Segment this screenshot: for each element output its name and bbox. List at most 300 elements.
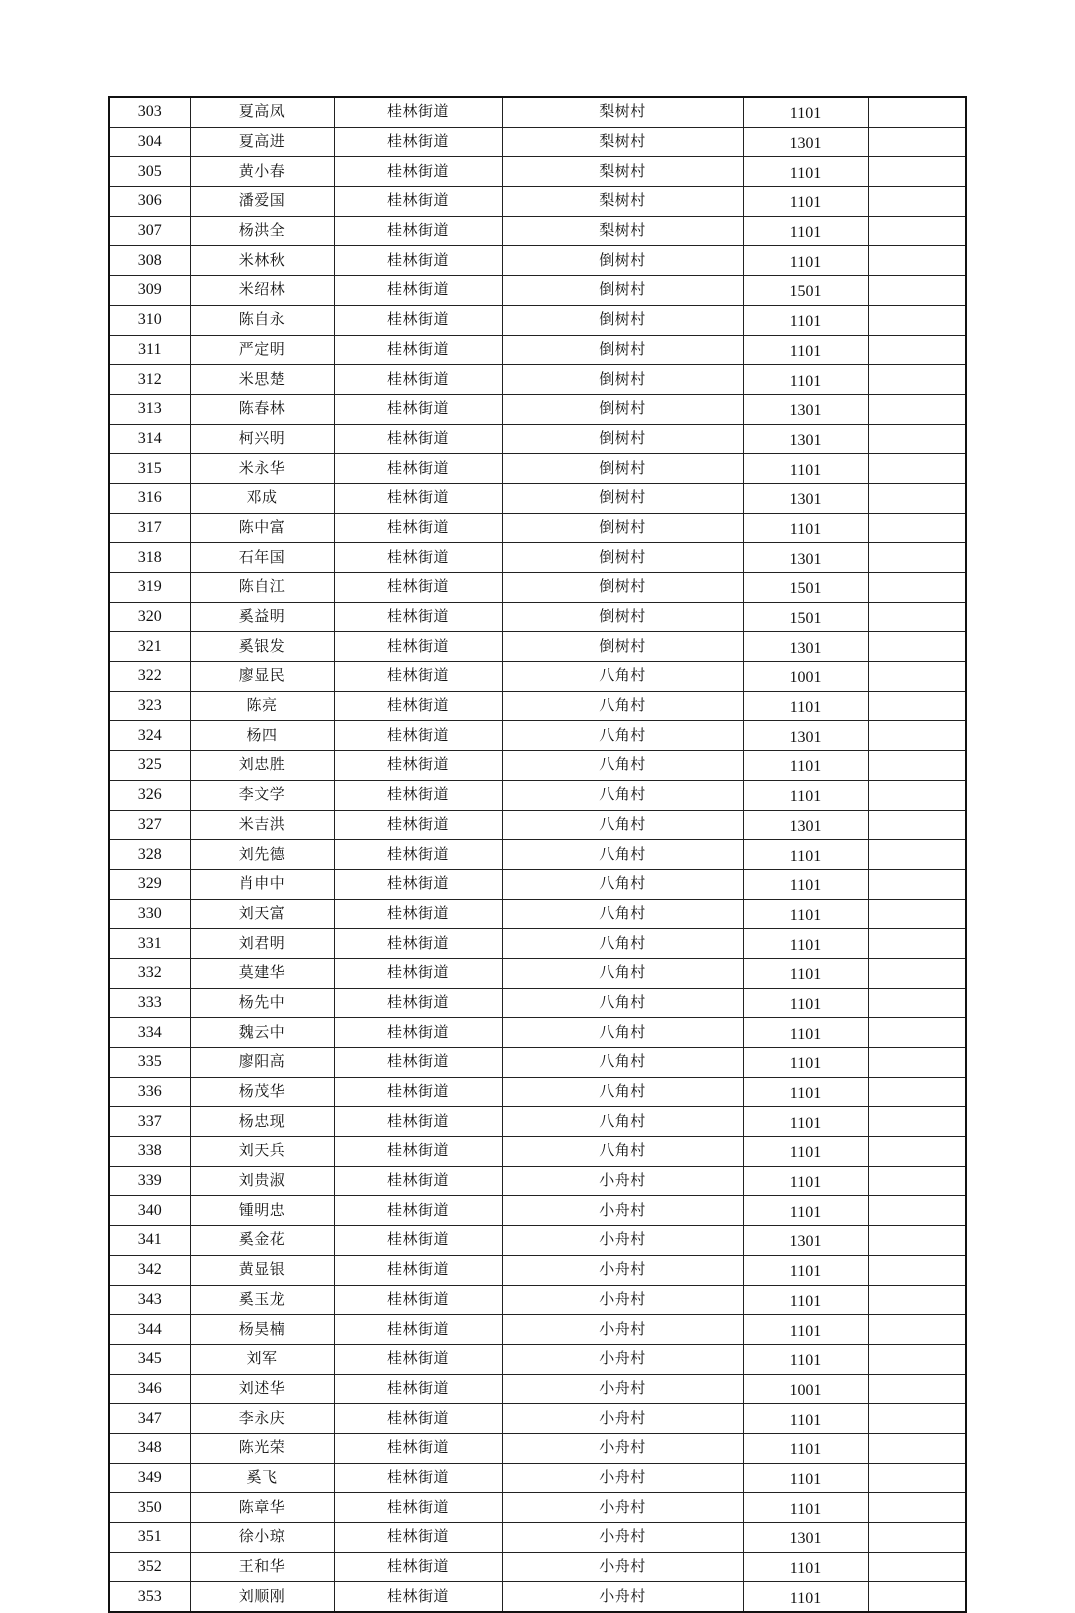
person-name-cell: 奚银发 xyxy=(190,632,334,662)
row-number-cell: 333 xyxy=(109,988,190,1018)
row-number-cell: 317 xyxy=(109,513,190,543)
village-cell: 八角村 xyxy=(502,899,743,929)
village-cell: 八角村 xyxy=(502,1077,743,1107)
note-cell xyxy=(868,305,966,335)
person-name-cell: 米永华 xyxy=(190,454,334,484)
table-row xyxy=(109,1137,966,1167)
person-name-cell: 李文学 xyxy=(190,780,334,810)
note-cell xyxy=(868,1523,966,1553)
village-cell: 小舟村 xyxy=(502,1552,743,1582)
row-number-cell: 324 xyxy=(109,721,190,751)
code-cell: 1301 xyxy=(743,632,868,662)
street-cell: 桂林街道 xyxy=(334,127,502,157)
code-cell: 1101 xyxy=(743,929,868,959)
village-cell: 梨树村 xyxy=(502,216,743,246)
table-row xyxy=(109,394,966,424)
row-number-cell: 323 xyxy=(109,691,190,721)
street-cell: 桂林街道 xyxy=(334,394,502,424)
street-cell: 桂林街道 xyxy=(334,335,502,365)
person-name-cell: 陈中富 xyxy=(190,513,334,543)
row-number-cell: 330 xyxy=(109,899,190,929)
note-cell xyxy=(868,365,966,395)
code-cell: 1101 xyxy=(743,1137,868,1167)
row-number-cell: 342 xyxy=(109,1255,190,1285)
code-cell: 1101 xyxy=(743,305,868,335)
code-cell: 1101 xyxy=(743,1077,868,1107)
village-cell: 小舟村 xyxy=(502,1433,743,1463)
village-cell: 小舟村 xyxy=(502,1463,743,1493)
street-cell: 桂林街道 xyxy=(334,691,502,721)
street-cell: 桂林街道 xyxy=(334,1493,502,1523)
village-cell: 梨树村 xyxy=(502,97,743,127)
note-cell xyxy=(868,751,966,781)
code-cell: 1101 xyxy=(743,1285,868,1315)
street-cell: 桂林街道 xyxy=(334,157,502,187)
row-number-cell: 309 xyxy=(109,276,190,306)
code-cell: 1301 xyxy=(743,127,868,157)
village-cell: 梨树村 xyxy=(502,157,743,187)
person-name-cell: 刘天富 xyxy=(190,899,334,929)
code-cell: 1101 xyxy=(743,869,868,899)
village-cell: 八角村 xyxy=(502,988,743,1018)
village-cell: 八角村 xyxy=(502,958,743,988)
table-row xyxy=(109,751,966,781)
village-cell: 小舟村 xyxy=(502,1255,743,1285)
village-cell: 八角村 xyxy=(502,1018,743,1048)
street-cell: 桂林街道 xyxy=(334,1315,502,1345)
row-number-cell: 326 xyxy=(109,780,190,810)
village-cell: 小舟村 xyxy=(502,1582,743,1612)
street-cell: 桂林街道 xyxy=(334,424,502,454)
note-cell xyxy=(868,1463,966,1493)
person-name-cell: 陈春林 xyxy=(190,394,334,424)
note-cell xyxy=(868,840,966,870)
code-cell: 1101 xyxy=(743,958,868,988)
street-cell: 桂林街道 xyxy=(334,1048,502,1078)
code-cell: 1101 xyxy=(743,1018,868,1048)
village-cell: 八角村 xyxy=(502,840,743,870)
code-cell: 1101 xyxy=(743,1493,868,1523)
code-cell: 1301 xyxy=(743,1523,868,1553)
row-number-cell: 308 xyxy=(109,246,190,276)
note-cell xyxy=(868,1255,966,1285)
person-name-cell: 李永庆 xyxy=(190,1404,334,1434)
village-cell: 倒树村 xyxy=(502,632,743,662)
person-name-cell: 刘君明 xyxy=(190,929,334,959)
row-number-cell: 344 xyxy=(109,1315,190,1345)
street-cell: 桂林街道 xyxy=(334,246,502,276)
person-name-cell: 刘顺刚 xyxy=(190,1582,334,1612)
street-cell: 桂林街道 xyxy=(334,1255,502,1285)
person-name-cell: 杨昊楠 xyxy=(190,1315,334,1345)
village-cell: 倒树村 xyxy=(502,335,743,365)
person-name-cell: 陈自江 xyxy=(190,573,334,603)
register-table xyxy=(108,96,967,1613)
street-cell: 桂林街道 xyxy=(334,1523,502,1553)
person-name-cell: 奚金花 xyxy=(190,1226,334,1256)
code-cell: 1101 xyxy=(743,1048,868,1078)
street-cell: 桂林街道 xyxy=(334,810,502,840)
person-name-cell: 锺明忠 xyxy=(190,1196,334,1226)
note-cell xyxy=(868,573,966,603)
note-cell xyxy=(868,1018,966,1048)
street-cell: 桂林街道 xyxy=(334,97,502,127)
note-cell xyxy=(868,1226,966,1256)
note-cell xyxy=(868,899,966,929)
code-cell: 1301 xyxy=(743,543,868,573)
note-cell xyxy=(868,216,966,246)
row-number-cell: 341 xyxy=(109,1226,190,1256)
note-cell xyxy=(868,276,966,306)
note-cell xyxy=(868,1344,966,1374)
village-cell: 倒树村 xyxy=(502,276,743,306)
code-cell: 1101 xyxy=(743,216,868,246)
person-name-cell: 刘军 xyxy=(190,1344,334,1374)
row-number-cell: 320 xyxy=(109,602,190,632)
row-number-cell: 347 xyxy=(109,1404,190,1434)
village-cell: 八角村 xyxy=(502,929,743,959)
village-cell: 小舟村 xyxy=(502,1166,743,1196)
note-cell xyxy=(868,929,966,959)
table-row xyxy=(109,1018,966,1048)
village-cell: 八角村 xyxy=(502,780,743,810)
table-row xyxy=(109,899,966,929)
note-cell xyxy=(868,1374,966,1404)
table-row xyxy=(109,958,966,988)
street-cell: 桂林街道 xyxy=(334,1166,502,1196)
code-cell: 1101 xyxy=(743,1582,868,1612)
table-row xyxy=(109,1048,966,1078)
village-cell: 小舟村 xyxy=(502,1344,743,1374)
code-cell: 1101 xyxy=(743,1344,868,1374)
note-cell xyxy=(868,632,966,662)
street-cell: 桂林街道 xyxy=(334,988,502,1018)
code-cell: 1101 xyxy=(743,691,868,721)
street-cell: 桂林街道 xyxy=(334,573,502,603)
person-name-cell: 奚玉龙 xyxy=(190,1285,334,1315)
table-row xyxy=(109,454,966,484)
person-name-cell: 黄小春 xyxy=(190,157,334,187)
table-row xyxy=(109,1493,966,1523)
row-number-cell: 306 xyxy=(109,187,190,217)
street-cell: 桂林街道 xyxy=(334,751,502,781)
table-row xyxy=(109,573,966,603)
village-cell: 小舟村 xyxy=(502,1285,743,1315)
row-number-cell: 315 xyxy=(109,454,190,484)
note-cell xyxy=(868,1048,966,1078)
table-row xyxy=(109,365,966,395)
person-name-cell: 杨先中 xyxy=(190,988,334,1018)
row-number-cell: 343 xyxy=(109,1285,190,1315)
street-cell: 桂林街道 xyxy=(334,1374,502,1404)
table-row xyxy=(109,632,966,662)
village-cell: 小舟村 xyxy=(502,1404,743,1434)
village-cell: 倒树村 xyxy=(502,483,743,513)
note-cell xyxy=(868,1196,966,1226)
table-row xyxy=(109,1523,966,1553)
person-name-cell: 刘先德 xyxy=(190,840,334,870)
note-cell xyxy=(868,127,966,157)
row-number-cell: 304 xyxy=(109,127,190,157)
note-cell xyxy=(868,602,966,632)
table-row xyxy=(109,1285,966,1315)
village-cell: 梨树村 xyxy=(502,127,743,157)
village-cell: 倒树村 xyxy=(502,394,743,424)
table-row xyxy=(109,1196,966,1226)
note-cell xyxy=(868,454,966,484)
village-cell: 八角村 xyxy=(502,751,743,781)
person-name-cell: 杨四 xyxy=(190,721,334,751)
row-number-cell: 329 xyxy=(109,869,190,899)
village-cell: 小舟村 xyxy=(502,1523,743,1553)
note-cell xyxy=(868,1433,966,1463)
code-cell: 1101 xyxy=(743,1107,868,1137)
street-cell: 桂林街道 xyxy=(334,216,502,246)
code-cell: 1101 xyxy=(743,780,868,810)
table-row xyxy=(109,929,966,959)
village-cell: 八角村 xyxy=(502,1137,743,1167)
street-cell: 桂林街道 xyxy=(334,662,502,692)
person-name-cell: 严定明 xyxy=(190,335,334,365)
person-name-cell: 刘贵淑 xyxy=(190,1166,334,1196)
row-number-cell: 349 xyxy=(109,1463,190,1493)
code-cell: 1101 xyxy=(743,1166,868,1196)
table-row xyxy=(109,840,966,870)
person-name-cell: 刘天兵 xyxy=(190,1137,334,1167)
street-cell: 桂林街道 xyxy=(334,543,502,573)
street-cell: 桂林街道 xyxy=(334,1196,502,1226)
note-cell xyxy=(868,988,966,1018)
note-cell xyxy=(868,1493,966,1523)
street-cell: 桂林街道 xyxy=(334,602,502,632)
note-cell xyxy=(868,1404,966,1434)
code-cell: 1101 xyxy=(743,1404,868,1434)
village-cell: 倒树村 xyxy=(502,543,743,573)
table-row xyxy=(109,1463,966,1493)
village-cell: 八角村 xyxy=(502,810,743,840)
person-name-cell: 王和华 xyxy=(190,1552,334,1582)
person-name-cell: 莫建华 xyxy=(190,958,334,988)
table-row xyxy=(109,127,966,157)
person-name-cell: 杨茂华 xyxy=(190,1077,334,1107)
row-number-cell: 345 xyxy=(109,1344,190,1374)
street-cell: 桂林街道 xyxy=(334,632,502,662)
village-cell: 小舟村 xyxy=(502,1226,743,1256)
table-row xyxy=(109,216,966,246)
note-cell xyxy=(868,1285,966,1315)
street-cell: 桂林街道 xyxy=(334,483,502,513)
table-row xyxy=(109,1107,966,1137)
code-cell: 1001 xyxy=(743,662,868,692)
village-cell: 倒树村 xyxy=(502,365,743,395)
note-cell xyxy=(868,1137,966,1167)
row-number-cell: 322 xyxy=(109,662,190,692)
street-cell: 桂林街道 xyxy=(334,1582,502,1612)
note-cell xyxy=(868,662,966,692)
person-name-cell: 杨洪全 xyxy=(190,216,334,246)
note-cell xyxy=(868,1582,966,1612)
street-cell: 桂林街道 xyxy=(334,840,502,870)
street-cell: 桂林街道 xyxy=(334,929,502,959)
person-name-cell: 陈章华 xyxy=(190,1493,334,1523)
village-cell: 倒树村 xyxy=(502,305,743,335)
street-cell: 桂林街道 xyxy=(334,454,502,484)
code-cell: 1301 xyxy=(743,810,868,840)
table-row xyxy=(109,1315,966,1345)
row-number-cell: 314 xyxy=(109,424,190,454)
note-cell xyxy=(868,157,966,187)
row-number-cell: 337 xyxy=(109,1107,190,1137)
table-row xyxy=(109,1077,966,1107)
person-name-cell: 米吉洪 xyxy=(190,810,334,840)
code-cell: 1101 xyxy=(743,157,868,187)
street-cell: 桂林街道 xyxy=(334,1404,502,1434)
street-cell: 桂林街道 xyxy=(334,1552,502,1582)
person-name-cell: 杨忠现 xyxy=(190,1107,334,1137)
street-cell: 桂林街道 xyxy=(334,899,502,929)
table-row xyxy=(109,1582,966,1612)
note-cell xyxy=(868,1166,966,1196)
person-name-cell: 潘爱国 xyxy=(190,187,334,217)
note-cell xyxy=(868,1077,966,1107)
table-row xyxy=(109,869,966,899)
table-row xyxy=(109,483,966,513)
table-row xyxy=(109,988,966,1018)
person-name-cell: 廖显民 xyxy=(190,662,334,692)
row-number-cell: 310 xyxy=(109,305,190,335)
person-name-cell: 魏云中 xyxy=(190,1018,334,1048)
row-number-cell: 321 xyxy=(109,632,190,662)
row-number-cell: 303 xyxy=(109,97,190,127)
row-number-cell: 311 xyxy=(109,335,190,365)
code-cell: 1101 xyxy=(743,1552,868,1582)
code-cell: 1101 xyxy=(743,1433,868,1463)
row-number-cell: 340 xyxy=(109,1196,190,1226)
table-row xyxy=(109,602,966,632)
note-cell xyxy=(868,721,966,751)
row-number-cell: 339 xyxy=(109,1166,190,1196)
code-cell: 1101 xyxy=(743,335,868,365)
village-cell: 八角村 xyxy=(502,869,743,899)
row-number-cell: 352 xyxy=(109,1552,190,1582)
code-cell: 1501 xyxy=(743,602,868,632)
note-cell xyxy=(868,543,966,573)
village-cell: 小舟村 xyxy=(502,1493,743,1523)
row-number-cell: 332 xyxy=(109,958,190,988)
row-number-cell: 346 xyxy=(109,1374,190,1404)
code-cell: 1101 xyxy=(743,97,868,127)
table-row xyxy=(109,424,966,454)
person-name-cell: 陈亮 xyxy=(190,691,334,721)
table-row xyxy=(109,157,966,187)
note-cell xyxy=(868,1107,966,1137)
person-name-cell: 米林秋 xyxy=(190,246,334,276)
person-name-cell: 黄显银 xyxy=(190,1255,334,1285)
code-cell: 1501 xyxy=(743,276,868,306)
village-cell: 八角村 xyxy=(502,662,743,692)
table-row xyxy=(109,97,966,127)
table-row xyxy=(109,1552,966,1582)
code-cell: 1001 xyxy=(743,1374,868,1404)
person-name-cell: 奚益明 xyxy=(190,602,334,632)
row-number-cell: 351 xyxy=(109,1523,190,1553)
row-number-cell: 327 xyxy=(109,810,190,840)
note-cell xyxy=(868,958,966,988)
street-cell: 桂林街道 xyxy=(334,869,502,899)
person-name-cell: 米思楚 xyxy=(190,365,334,395)
table-row xyxy=(109,1404,966,1434)
row-number-cell: 348 xyxy=(109,1433,190,1463)
street-cell: 桂林街道 xyxy=(334,365,502,395)
row-number-cell: 328 xyxy=(109,840,190,870)
street-cell: 桂林街道 xyxy=(334,187,502,217)
table-row xyxy=(109,1255,966,1285)
person-name-cell: 肖申中 xyxy=(190,869,334,899)
person-name-cell: 米绍林 xyxy=(190,276,334,306)
note-cell xyxy=(868,691,966,721)
street-cell: 桂林街道 xyxy=(334,721,502,751)
note-cell xyxy=(868,335,966,365)
code-cell: 1101 xyxy=(743,365,868,395)
note-cell xyxy=(868,513,966,543)
register-table-body xyxy=(109,97,966,1612)
row-number-cell: 336 xyxy=(109,1077,190,1107)
row-number-cell: 334 xyxy=(109,1018,190,1048)
village-cell: 倒树村 xyxy=(502,513,743,543)
village-cell: 梨树村 xyxy=(502,187,743,217)
village-cell: 倒树村 xyxy=(502,602,743,632)
village-cell: 八角村 xyxy=(502,691,743,721)
code-cell: 1101 xyxy=(743,1315,868,1345)
code-cell: 1101 xyxy=(743,899,868,929)
person-name-cell: 刘述华 xyxy=(190,1374,334,1404)
code-cell: 1101 xyxy=(743,1255,868,1285)
row-number-cell: 318 xyxy=(109,543,190,573)
village-cell: 倒树村 xyxy=(502,424,743,454)
note-cell xyxy=(868,424,966,454)
note-cell xyxy=(868,1315,966,1345)
table-row xyxy=(109,187,966,217)
street-cell: 桂林街道 xyxy=(334,1077,502,1107)
person-name-cell: 奚飞 xyxy=(190,1463,334,1493)
row-number-cell: 338 xyxy=(109,1137,190,1167)
code-cell: 1301 xyxy=(743,483,868,513)
table-row xyxy=(109,305,966,335)
table-row xyxy=(109,276,966,306)
code-cell: 1301 xyxy=(743,424,868,454)
row-number-cell: 319 xyxy=(109,573,190,603)
code-cell: 1101 xyxy=(743,1463,868,1493)
street-cell: 桂林街道 xyxy=(334,1344,502,1374)
code-cell: 1301 xyxy=(743,394,868,424)
note-cell xyxy=(868,1552,966,1582)
note-cell xyxy=(868,97,966,127)
person-name-cell: 陈自永 xyxy=(190,305,334,335)
code-cell: 1101 xyxy=(743,751,868,781)
street-cell: 桂林街道 xyxy=(334,1433,502,1463)
code-cell: 1101 xyxy=(743,187,868,217)
village-cell: 倒树村 xyxy=(502,573,743,603)
street-cell: 桂林街道 xyxy=(334,1137,502,1167)
street-cell: 桂林街道 xyxy=(334,780,502,810)
person-name-cell: 廖阳高 xyxy=(190,1048,334,1078)
village-cell: 八角村 xyxy=(502,721,743,751)
row-number-cell: 312 xyxy=(109,365,190,395)
table-row xyxy=(109,780,966,810)
table-row xyxy=(109,691,966,721)
code-cell: 1101 xyxy=(743,840,868,870)
person-name-cell: 柯兴明 xyxy=(190,424,334,454)
